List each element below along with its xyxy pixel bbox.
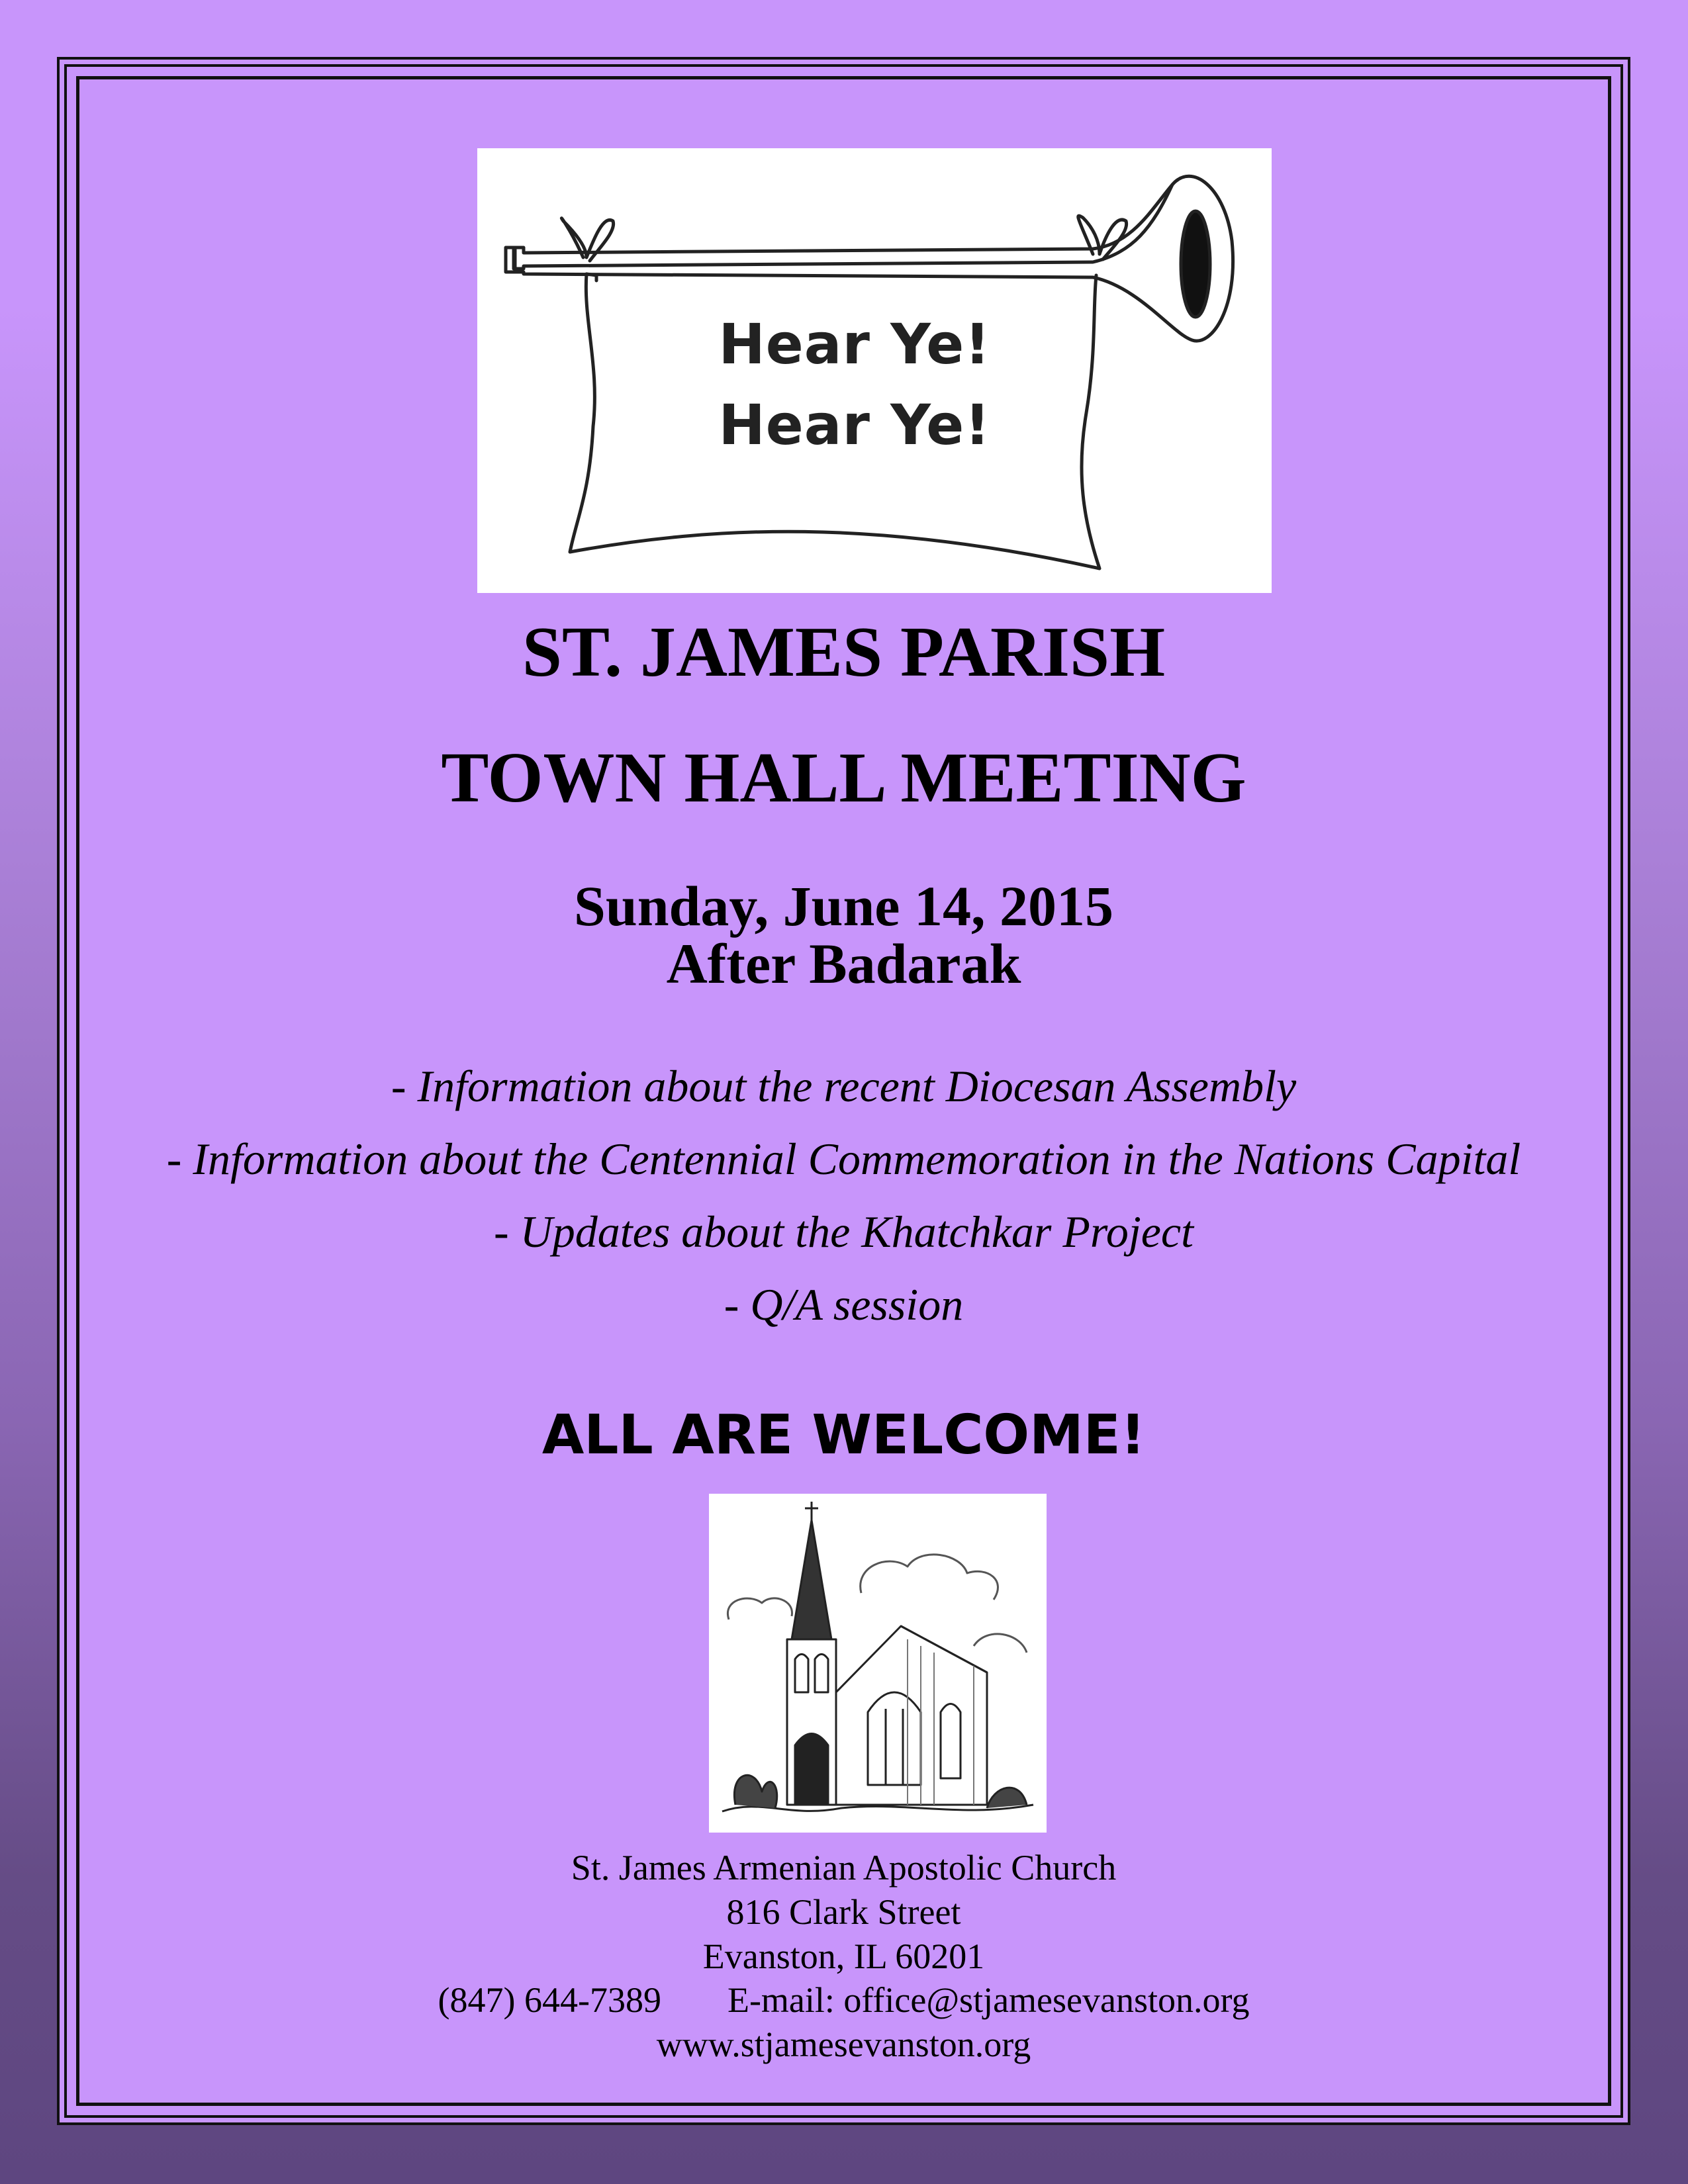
welcome-heading: ALL ARE WELCOME! <box>541 1404 1146 1467</box>
church-icon <box>709 1494 1047 1833</box>
church-illustration <box>709 1494 1047 1833</box>
title-meeting: TOWN HALL MEETING <box>441 739 1246 817</box>
herald-trumpet-illustration <box>477 148 1272 593</box>
city-address: Evanston, IL 60201 <box>702 1936 985 1976</box>
church-name: St. James Armenian Apostolic Church <box>571 1848 1117 1888</box>
banner-line-2: Hear Ye! <box>718 392 991 457</box>
street-address: 816 Clark Street <box>726 1892 961 1932</box>
flyer-frame <box>64 64 1623 2118</box>
event-time: After Badarak <box>666 932 1021 995</box>
contact-line <box>67 1978 1620 2022</box>
email-address[interactable]: E-mail: office@stjamesevanston.org <box>727 1980 1250 2020</box>
banner-text <box>669 304 1040 465</box>
agenda-item-3: - Updates about the Khatchkar Project <box>494 1206 1194 1257</box>
event-date: Sunday, June 14, 2015 <box>574 874 1113 938</box>
agenda-item-4: - Q/A session <box>724 1279 964 1330</box>
title-parish: ST. JAMES PARISH <box>522 613 1166 692</box>
agenda-item-2: - Information about the Centennial Commemoration in the Nations Capital <box>166 1134 1521 1184</box>
agenda-item-1: - Information about the recent Diocesan Assembly <box>391 1061 1297 1111</box>
website-link[interactable]: www.stjamesevanston.org <box>656 2025 1031 2064</box>
phone-number: (847) 644-7389 <box>438 1980 661 2020</box>
banner-line-1: Hear Ye! <box>718 312 991 377</box>
